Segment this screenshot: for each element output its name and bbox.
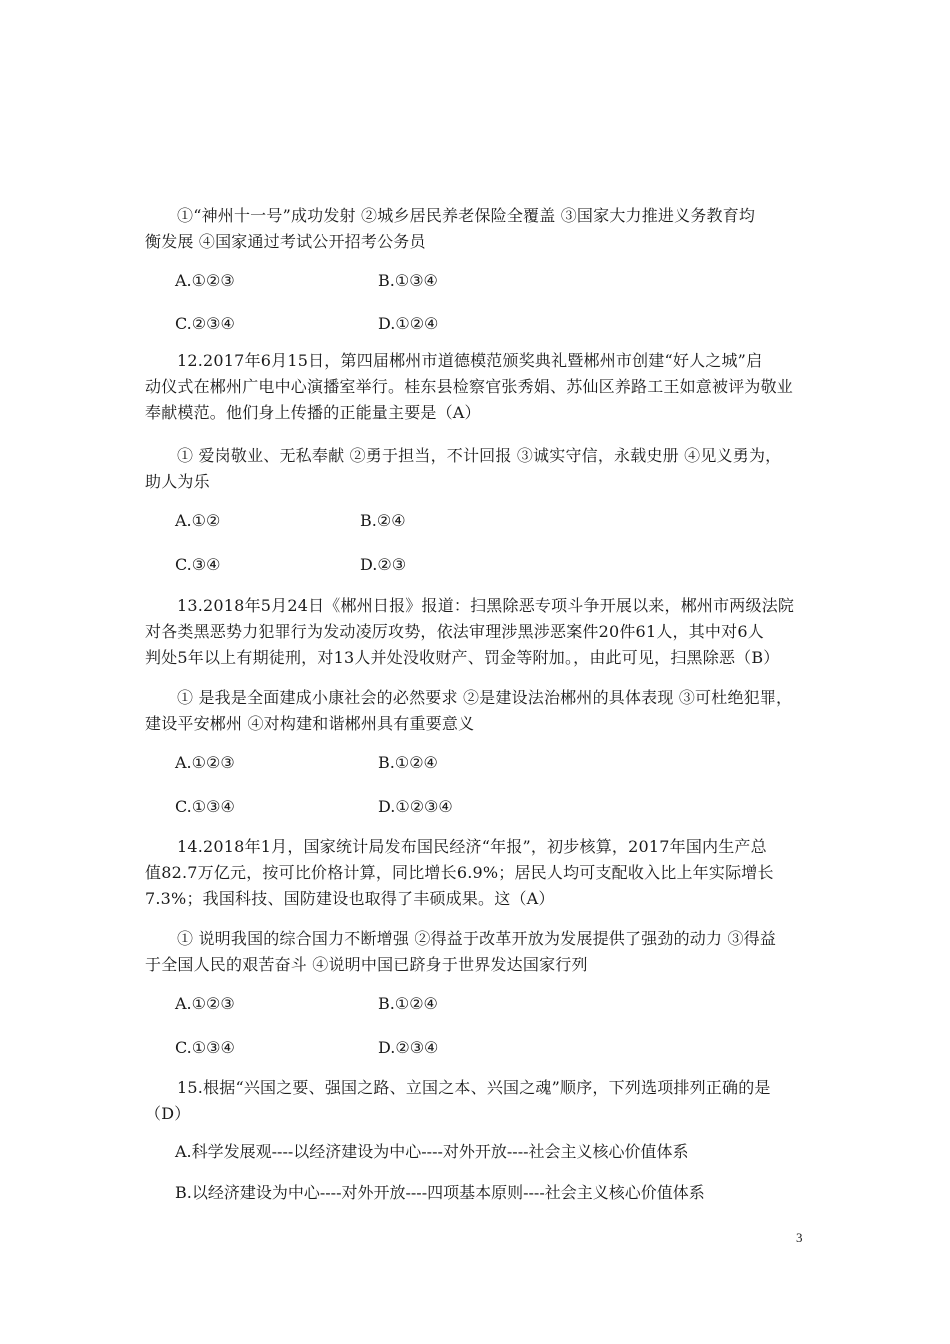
q15-stem-line2: （D） [145, 1104, 191, 1123]
page-number: 3 [796, 1230, 803, 1245]
q13-option-b: B.①②④ [378, 753, 438, 772]
q14-stem-line3: 7.3%；我国科技、国防建设也取得了丰硕成果。这（A） [145, 889, 555, 908]
q13-option-d: D.①②③④ [378, 797, 453, 816]
q14-option-a: A.①②③ [175, 994, 235, 1013]
q14-stem-line2: 值82.7万亿元，按可比价格计算，同比增长6.9%；居民人均可支配收入比上年实际增长 [145, 863, 774, 882]
q12-option-c: C.③④ [175, 555, 221, 574]
q13-option-c: C.①③④ [175, 797, 235, 816]
q11-option-b: B.①③④ [378, 271, 438, 290]
q15-option-b: B.以经济建设为中心----对外开放----四项基本原则----社会主义核心价值体系 [175, 1183, 705, 1202]
q14-stem-line1: 14.2018年1月，国家统计局发布国民经济“年报”，初步核算，2017年国内生产总 [177, 837, 767, 856]
q13-stem-line2: 对各类黑恶势力犯罪行为发动凌厉攻势，依法审理涉黑涉恶案件20件61人，其中对6人 [145, 622, 764, 641]
q12-stem-line3: 奉献模范。他们身上传播的正能量主要是（A） [145, 403, 481, 422]
q14-option-b: B.①②④ [378, 994, 438, 1013]
q14-option-d: D.②③④ [378, 1038, 439, 1057]
q14-statements-line2: 于全国人民的艰苦奋斗 ④说明中国已跻身于世界发达国家行列 [145, 955, 588, 974]
q15-stem-line1: 15.根据“兴国之要、强国之路、立国之本、兴国之魂”顺序，下列选项排列正确的是 [177, 1078, 771, 1097]
q14-option-c: C.①③④ [175, 1038, 235, 1057]
q12-stem-line2: 动仪式在郴州广电中心演播室举行。桂东县检察官张秀娟、苏仙区养路工王如意被评为敬业 [145, 377, 794, 396]
q15-option-a: A.科学发展观----以经济建设为中心----对外开放----社会主义核心价值体系 [175, 1142, 689, 1161]
q11-option-a: A.①②③ [175, 271, 235, 290]
q14-statements-line1: ① 说明我国的综合国力不断增强 ②得益于改革开放为发展提供了强劲的动力 ③得益 [177, 929, 777, 948]
q12-option-a: A.①② [175, 511, 221, 530]
q11-statements-line1: ①“神州十一号”成功发射 ②城乡居民养老保险全覆盖 ③国家大力推进义务教育均 [177, 206, 756, 225]
q11-statements-line2: 衡发展 ④国家通过考试公开招考公务员 [145, 232, 426, 251]
q13-option-a: A.①②③ [175, 753, 235, 772]
q12-option-b: B.②④ [360, 511, 406, 530]
q12-option-d: D.②③ [360, 555, 407, 574]
q12-statements-line2: 助人为乐 [145, 472, 210, 491]
q13-statements-line2: 建设平安郴州 ④对构建和谐郴州具有重要意义 [145, 714, 475, 733]
q12-statements-line1: ① 爱岗敬业、无私奉献 ②勇于担当，不计回报 ③诚实守信，永载史册 ④见义勇为， [177, 446, 782, 465]
q12-stem-line1: 12.2017年6月15日，第四届郴州市道德模范颁奖典礼暨郴州市创建“好人之城”启 [177, 351, 763, 370]
q11-option-c: C.②③④ [175, 314, 235, 333]
q11-option-d: D.①②④ [378, 314, 439, 333]
q13-stem-line3: 判处5年以上有期徒刑，对13人并处没收财产、罚金等附加。，由此可见，扫黑除恶（B） [145, 648, 780, 667]
q13-stem-line1: 13.2018年5月24日《郴州日报》报道：扫黑除恶专项斗争开展以来，郴州市两级法院 [177, 596, 795, 615]
q13-statements-line1: ① 是我是全面建成小康社会的必然要求 ②是建设法治郴州的具体表现 ③可杜绝犯罪， [177, 688, 793, 707]
